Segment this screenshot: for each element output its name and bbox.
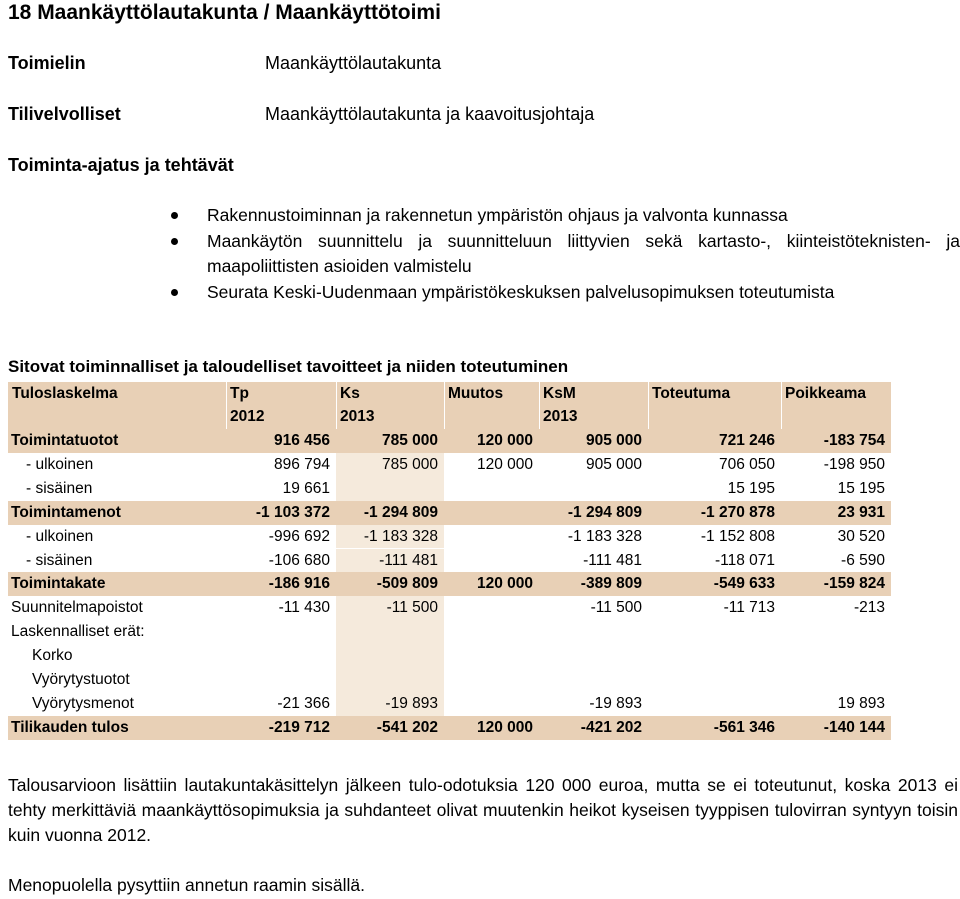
row-label: Vyörytystuotot: [8, 668, 226, 692]
table-cell: [444, 668, 539, 692]
row-label: Laskennalliset erät:: [8, 620, 226, 644]
table-cell: 706 050: [648, 453, 781, 477]
table-cell: -996 692: [226, 525, 336, 549]
table-cell: -11 713: [648, 596, 781, 620]
table-row: [8, 692, 891, 716]
table-cell: [444, 596, 539, 620]
table-cell: [648, 692, 781, 716]
table-cell: -1 152 808: [648, 525, 781, 549]
row-label: - sisäinen: [8, 549, 226, 573]
column-header-label: Tp: [230, 385, 249, 402]
table-cell: -111 481: [539, 549, 648, 573]
table-cell: [444, 501, 539, 525]
column-header: [648, 382, 781, 429]
table-cell: -140 144: [781, 716, 891, 740]
row-label: Toimintamenot: [8, 501, 226, 525]
column-divider: [226, 382, 227, 429]
table-cell: 19 661: [226, 477, 336, 501]
table-cell: [444, 692, 539, 716]
table-cell: -389 809: [539, 572, 648, 596]
table-cell: -213: [781, 596, 891, 620]
column-header-label: Poikkeama: [785, 385, 866, 402]
table-row: [8, 644, 891, 668]
table-cell: [444, 620, 539, 644]
table-cell: -11 500: [336, 596, 444, 620]
table-cell: [539, 477, 648, 501]
table-cell: [444, 644, 539, 668]
column-header: [781, 382, 891, 429]
table-cell: 785 000: [336, 429, 444, 453]
table-cell: 120 000: [444, 572, 539, 596]
table-cell: -1 183 328: [539, 525, 648, 549]
table-row: [8, 572, 891, 596]
table-cell: -106 680: [226, 549, 336, 573]
column-header: [226, 382, 336, 429]
table-row: [8, 549, 891, 573]
mission-item-text: Rakennustoiminnan ja rakennetun ympäristön ohjaus ja valvonta kunnassa: [207, 205, 788, 225]
table-cell: -19 893: [539, 692, 648, 716]
column-header-label: Muutos: [448, 385, 504, 402]
column-divider: [539, 382, 540, 429]
mission-item: [165, 229, 960, 280]
mission-heading: Toiminta-ajatus ja tehtävät: [8, 155, 234, 175]
table-cell: -1 294 809: [539, 501, 648, 525]
table-cell: 120 000: [444, 429, 539, 453]
table-cell: -186 916: [226, 572, 336, 596]
table-cell: [336, 477, 444, 501]
table-row: [8, 716, 891, 740]
table-cell: [444, 549, 539, 573]
table-cell: [226, 668, 336, 692]
column-divider: [336, 382, 337, 429]
table-cell: -1 103 372: [226, 501, 336, 525]
table-cell: [539, 668, 648, 692]
table-row: [8, 620, 891, 644]
mission-item-text: Seurata Keski-Uudenmaan ympäristökeskuksen palvelusopimuksen toteutumista: [207, 281, 835, 302]
table-cell: -561 346: [648, 716, 781, 740]
column-header: [336, 382, 444, 429]
table-row: [8, 477, 891, 501]
table-row: [8, 596, 891, 620]
table-cell: -219 712: [226, 716, 336, 740]
column-header-year: 2012: [230, 408, 265, 425]
table-cell: [781, 644, 891, 668]
table-cell: -11 430: [226, 596, 336, 620]
row-label: - ulkoinen: [8, 453, 226, 477]
table-cell: -1 294 809: [336, 501, 444, 525]
table-cell: 120 000: [444, 453, 539, 477]
column-header-label: Ks: [340, 385, 360, 402]
table-header-row: [8, 382, 891, 429]
column-header-year: 2013: [340, 408, 375, 425]
table-cell: -1 183 328: [336, 525, 444, 549]
table-cell: [336, 668, 444, 692]
column-header-year: 2013: [543, 408, 578, 425]
table-cell: -11 500: [539, 596, 648, 620]
table-cell: [336, 620, 444, 644]
table-cell: [781, 668, 891, 692]
table-cell: -183 754: [781, 429, 891, 453]
table-cell: 120 000: [444, 716, 539, 740]
table-cell: 19 893: [781, 692, 891, 716]
mission-item: [165, 203, 960, 229]
bullet-icon: [171, 212, 178, 219]
table-cell: -541 202: [336, 716, 444, 740]
mission-list: [165, 203, 960, 305]
row-label: Vyörytysmenot: [8, 692, 226, 716]
table-cell: [648, 644, 781, 668]
table-row: [8, 453, 891, 477]
mission-item: [165, 280, 960, 306]
table-cell: 896 794: [226, 453, 336, 477]
table-cell: 721 246: [648, 429, 781, 453]
row-label: Tilikauden tulos: [8, 716, 226, 740]
table-cell: [226, 620, 336, 644]
field-label-tilivelvolliset: Tilivelvolliset: [8, 104, 121, 124]
table-cell: 905 000: [539, 429, 648, 453]
bullet-icon: [171, 238, 178, 245]
column-divider: [444, 382, 445, 429]
table-cell: [336, 644, 444, 668]
column-header-label: Tuloslaskelma: [12, 385, 118, 402]
column-divider: [781, 382, 782, 429]
row-label: Korko: [8, 644, 226, 668]
field-value-tilivelvolliset: Maankäyttölautakunta ja kaavoitusjohtaja: [265, 104, 595, 124]
field-label-toimielin: Toimielin: [8, 53, 86, 73]
table-cell: -549 633: [648, 572, 781, 596]
row-label: Suunnitelmapoistot: [8, 596, 226, 620]
table-cell: [648, 668, 781, 692]
table-row: [8, 501, 891, 525]
row-label: Toimintakate: [8, 572, 226, 596]
table-cell: 15 195: [781, 477, 891, 501]
table-cell: 30 520: [781, 525, 891, 549]
table-cell: -421 202: [539, 716, 648, 740]
table-row: [8, 668, 891, 692]
row-label: Toimintatuotot: [8, 429, 226, 453]
table-cell: [444, 477, 539, 501]
table-cell: 15 195: [648, 477, 781, 501]
field-value-toimielin: Maankäyttölautakunta: [265, 53, 442, 73]
paragraph-revenue-note: Talousarvioon lisättiin lautakuntakäsittelyn jälkeen tulo-odotuksia 120 000 euroa, mutta se ei toteutunut, koska 2013 ei tehty merkittäviä maankäyttösopimuksia ja suhdanteet olivat muutenkin heikot kyseisen tyyppisen tulovirran syntyyn toisin kuin vuonna 2012.: [8, 775, 958, 845]
table-cell: 23 931: [781, 501, 891, 525]
table-cell: -6 590: [781, 549, 891, 573]
table-cell: [539, 644, 648, 668]
paragraph-expense-note: Menopuolella pysyttiin annetun raamin sisällä.: [8, 875, 366, 895]
column-header: [539, 382, 648, 429]
table-cell: -509 809: [336, 572, 444, 596]
column-header-label: KsM: [543, 385, 576, 402]
table-cell: [539, 620, 648, 644]
table-row: [8, 525, 891, 549]
table-cell: -198 950: [781, 453, 891, 477]
table-cell: [444, 525, 539, 549]
column-header: [444, 382, 539, 429]
table-cell: [226, 644, 336, 668]
row-label: - ulkoinen: [8, 525, 226, 549]
income-statement-table: [8, 382, 891, 740]
table-cell: -21 366: [226, 692, 336, 716]
table-row: [8, 429, 891, 453]
column-header: [8, 382, 226, 429]
column-header-label: Toteutuma: [652, 385, 731, 402]
table-cell: -111 481: [336, 549, 444, 573]
column-divider: [648, 382, 649, 429]
bullet-icon: [171, 289, 178, 296]
mission-item-text: Maankäytön suunnittelu ja suunnitteluun liittyvien sekä kartasto-, kiinteistöteknisten- ja maapoliittisten asioiden valmistelu: [207, 230, 960, 276]
table-cell: 785 000: [336, 453, 444, 477]
table-cell: -19 893: [336, 692, 444, 716]
table-cell: -118 071: [648, 549, 781, 573]
page-title: 18 Maankäyttölautakunta / Maankäyttötoimi: [8, 1, 441, 24]
table-cell: 916 456: [226, 429, 336, 453]
section-heading: Sitovat toiminnalliset ja taloudelliset tavoitteet ja niiden toteutuminen: [8, 357, 569, 376]
table-cell: [648, 620, 781, 644]
table-cell: -1 270 878: [648, 501, 781, 525]
table-cell: [781, 620, 891, 644]
table-cell: 905 000: [539, 453, 648, 477]
row-label: - sisäinen: [8, 477, 226, 501]
table-cell: -159 824: [781, 572, 891, 596]
